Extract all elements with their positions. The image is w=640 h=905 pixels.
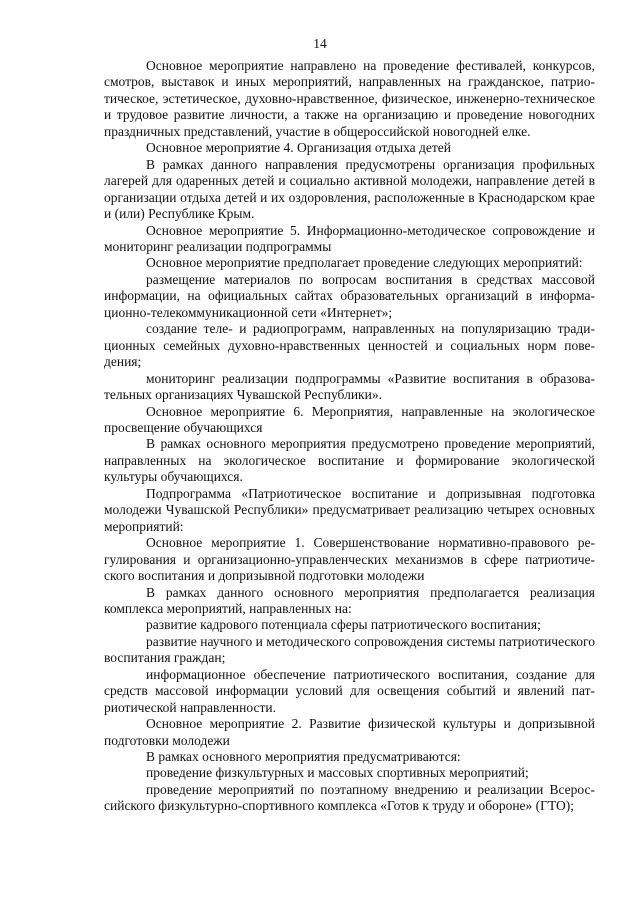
section-heading: Основное мероприятие 4. Организация отдыха детей xyxy=(146,140,452,156)
list-item: развитие научного и методического сопровождения системы патриотического воспитания граждан; xyxy=(104,633,595,666)
list-item: создание теле- и радиопрограмм, направленных на популяризацию традиционных семейных духовно-нравственных ценностей и социальных норм поведения; xyxy=(104,321,595,370)
paragraph: Основное мероприятие направлено на проведение фестивалей, конкурсов, смотров, выставок и иных мероприятий, направленных на гражданское, патриотическое, эстетическое, духовно-нравственное, физическое, инженерно-техническое и трудовое развитие личности, а также на организацию и проведение новогодних праздничных представлений, участие в общероссийской новогодней елке. xyxy=(104,58,595,139)
paragraph: Подпрограмма «Патриотическое воспитание и допризывная подготовка молодежи Чувашской Республики» предусматривает реализацию четырех основных мероприятий: xyxy=(104,485,595,534)
section-heading: Основное мероприятие 6. Мероприятия, направленные на экологическое просвещение обучающихся xyxy=(104,403,595,435)
paragraph: В рамках данного направления предусмотрены организация профильных лагерей для одаренных детей и социально активной молодежи, направление детей в организации отдыха детей и их оздоровления, расположенные в Краснодарском крае и (или) Республике Крым. xyxy=(104,156,595,222)
section-heading: Основное мероприятие 5. Информационно-методическое сопровождение и мониторинг реализации подпрограммы xyxy=(104,222,595,254)
section-heading: Основное мероприятие 1. Совершенствование нормативно-правового регулирования и организационно-управленческих механизмов в сфере патриотического воспитания и допризывной подготовки молодежи xyxy=(104,535,595,584)
section-heading: Основное мероприятие 2. Развитие физической культуры и допризывной подготовки молодежи xyxy=(104,716,595,748)
list-item: проведение мероприятий по поэтапному внедрению и реализации Всероссийского физкультурно-спортивного комплекса «Готов к труду и обороне» (ГТО); xyxy=(104,781,595,814)
paragraph: В рамках основного мероприятия предусматриваются: xyxy=(146,749,461,765)
paragraph: Основное мероприятие предполагает проведение следующих мероприятий: xyxy=(146,255,583,271)
paragraph: В рамках данного основного мероприятия предполагается реализация комплекса мероприятий, направленных на: xyxy=(104,584,595,616)
paragraph: В рамках основного мероприятия предусмотрено проведение мероприятий, направленных на экологическое воспитание и формирование экологической культуры обучающихся. xyxy=(104,436,595,485)
page-number: 14 xyxy=(313,36,327,51)
list-item: мониторинг реализации подпрограммы «Развитие воспитания в образовательных организациях Чувашской Республики». xyxy=(104,370,595,403)
list-item: проведение физкультурных и массовых спортивных мероприятий; xyxy=(146,765,529,781)
list-item: информационное обеспечение патриотического воспитания, создание для средств массовой информации условий для освещения событий и явлений патриотической направленности. xyxy=(104,666,595,715)
body-text xyxy=(104,58,595,815)
list-item: развитие кадрового потенциала сферы патриотического воспитания; xyxy=(146,617,541,633)
list-item: размещение материалов по вопросам воспитания в средствах массовой информации, на официальных сайтах образовательных организаций в информационно-телекоммуникационной сети «Интернет»; xyxy=(104,271,595,320)
